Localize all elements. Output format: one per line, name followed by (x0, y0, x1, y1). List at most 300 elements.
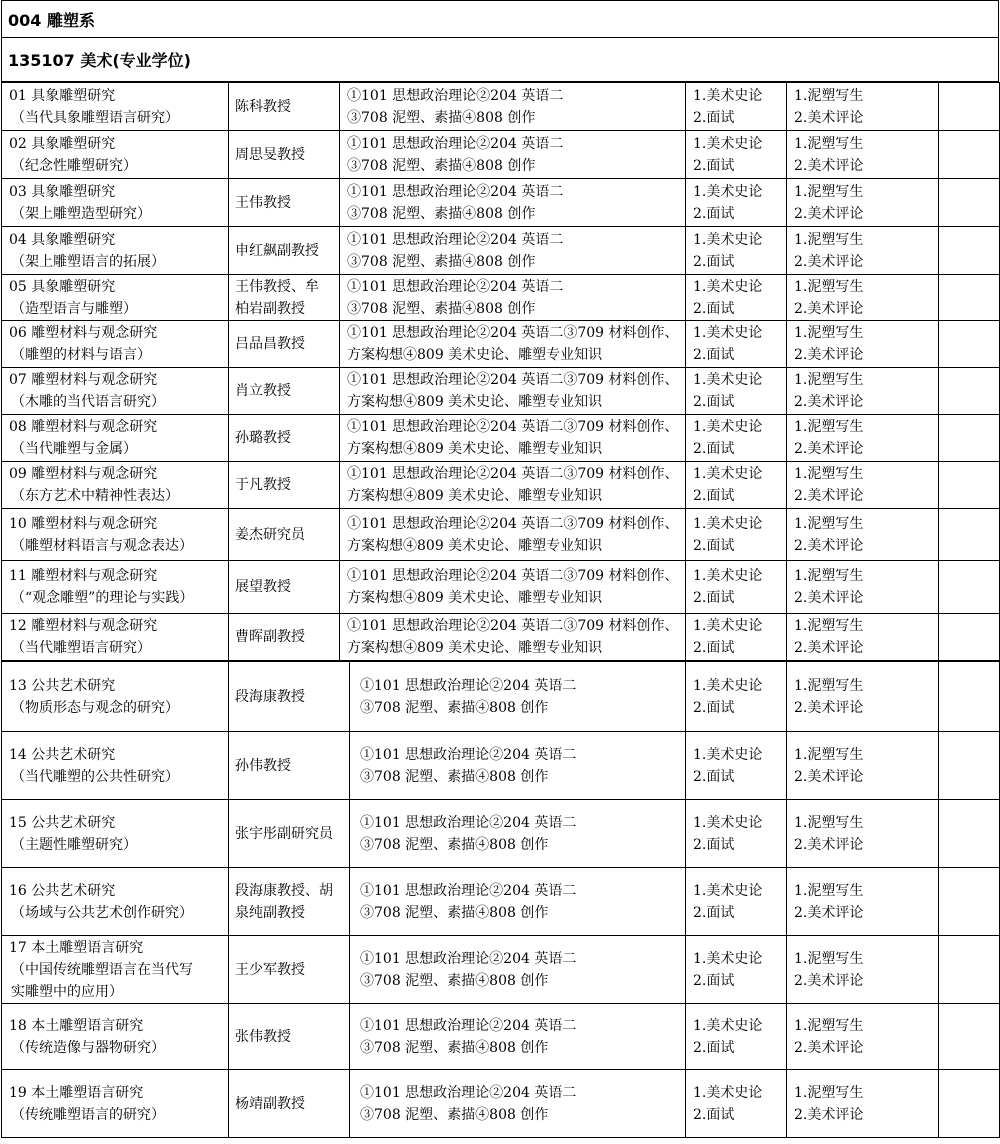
research-direction-line: （物质形态与观念的研究） (11, 699, 179, 716)
equivalent-subjects-line: 2.美术评论 (794, 640, 864, 656)
supervisor-cell (229, 800, 350, 868)
table-row (2, 868, 1000, 936)
retest-subjects-cell (686, 800, 787, 868)
equivalent-subjects-line: 1.泥塑写生 (794, 1017, 864, 1034)
research-direction-line: 17 本土雕塑语言研究 (9, 939, 144, 956)
retest-subjects-line: 1.美术史论 (693, 135, 763, 152)
retest-subjects-line: 2.面试 (693, 1039, 735, 1056)
exam-subjects-line: ①101 思想政治理论②204 英语二 (360, 746, 577, 763)
exam-subjects-cell (350, 1004, 686, 1070)
table-row (2, 179, 1000, 227)
research-direction-cell (2, 868, 229, 936)
retest-subjects-cell (686, 227, 787, 275)
equivalent-subjects-cell (787, 321, 939, 368)
research-direction-line: （传统雕塑语言的研究） (11, 1106, 165, 1123)
equivalent-subjects-line: 2.美术评论 (794, 768, 864, 785)
equivalent-subjects-line: 2.美术评论 (794, 205, 864, 222)
exam-subjects-line: ①101 思想政治理论②204 英语二 (360, 814, 577, 831)
research-direction-cell (2, 1070, 229, 1138)
retest-subjects-line: 2.面试 (693, 347, 735, 363)
exam-subjects-line: ①101 思想政治理论②204 英语二 (347, 278, 564, 295)
retest-subjects-cell (686, 83, 787, 131)
exam-subjects-line: ③708 泥塑、素描④808 创作 (360, 1106, 549, 1123)
retest-subjects-line: 1.美术史论 (693, 515, 763, 532)
supervisor-line: 王少军教授 (235, 961, 305, 978)
retest-subjects-line: 2.面试 (693, 904, 735, 921)
exam-subjects-line: 方案构想④809 美术史论、雕塑专业知识 (347, 537, 603, 554)
note-cell (939, 1070, 1000, 1138)
retest-subjects-line: 2.面试 (693, 300, 735, 317)
major-title: 135107 美术(专业学位) (8, 51, 191, 70)
department-header (1, 0, 999, 38)
retest-subjects-cell (686, 662, 787, 732)
retest-subjects-line: 2.面试 (693, 157, 735, 174)
exam-subjects-cell (350, 732, 686, 800)
research-direction-line: （雕塑材料语言与观念表达） (11, 537, 193, 554)
exam-subjects-line: ③708 泥塑、素描④808 创作 (347, 205, 536, 222)
retest-subjects-cell (686, 509, 787, 561)
supervisor-cell (229, 662, 350, 732)
exam-subjects-cell (340, 131, 686, 179)
research-direction-line: 01 具象雕塑研究 (9, 87, 116, 104)
equivalent-subjects-cell (787, 227, 939, 275)
retest-subjects-line: 2.面试 (693, 109, 735, 126)
note-cell (939, 179, 1000, 227)
exam-subjects-line: 方案构想④809 美术史论、雕塑专业知识 (347, 488, 603, 504)
retest-subjects-line: 2.面试 (693, 441, 735, 457)
note-cell (939, 561, 1000, 614)
note-cell (939, 227, 1000, 275)
note-cell (939, 732, 1000, 800)
research-direction-line: 10 雕塑材料与观念研究 (9, 515, 158, 532)
exam-subjects-cell (350, 800, 686, 868)
retest-subjects-line: 2.面试 (693, 537, 735, 554)
equivalent-subjects-line: 1.泥塑写生 (794, 746, 864, 763)
retest-subjects-cell (686, 131, 787, 179)
equivalent-subjects-cell (787, 415, 939, 462)
supervisor-cell (229, 415, 340, 462)
equivalent-subjects-cell (787, 83, 939, 131)
retest-subjects-cell (686, 179, 787, 227)
research-direction-cell (2, 131, 229, 179)
equivalent-subjects-cell (787, 179, 939, 227)
research-direction-line: （传统造像与器物研究） (11, 1039, 165, 1056)
equivalent-subjects-line: 2.美术评论 (794, 972, 864, 989)
exam-subjects-line: ①101 思想政治理论②204 英语二 (360, 1017, 577, 1034)
research-direction-line: 08 雕塑材料与观念研究 (9, 419, 158, 435)
retest-subjects-cell (686, 614, 787, 661)
exam-subjects-line: ③708 泥塑、素描④808 创作 (360, 904, 549, 921)
research-direction-cell (2, 1004, 229, 1070)
exam-subjects-line: ①101 思想政治理论②204 英语二③709 材料创作、 (347, 419, 679, 435)
note-cell (939, 415, 1000, 462)
research-direction-line: （雕塑的材料与语言） (11, 347, 151, 363)
exam-subjects-line: 方案构想④809 美术史论、雕塑专业知识 (347, 441, 603, 457)
research-direction-line: （主题性雕塑研究） (11, 836, 137, 853)
retest-subjects-line: 2.面试 (693, 1106, 735, 1123)
research-direction-line: 15 公共艺术研究 (9, 814, 116, 831)
exam-subjects-cell (340, 179, 686, 227)
exam-subjects-line: ③708 泥塑、素描④808 创作 (360, 972, 549, 989)
equivalent-subjects-line: 2.美术评论 (794, 1106, 864, 1123)
supervisor-cell (229, 179, 340, 227)
research-direction-cell (2, 368, 229, 415)
supervisor-line: 吕品昌教授 (235, 336, 305, 352)
exam-subjects-cell (340, 227, 686, 275)
table-row (2, 1004, 1000, 1070)
supervisor-line: 段海康教授、胡 (235, 882, 333, 899)
note-cell (939, 83, 1000, 131)
research-direction-line: （木雕的当代语言研究） (11, 394, 165, 410)
equivalent-subjects-line: 1.泥塑写生 (794, 515, 864, 532)
exam-subjects-cell (350, 662, 686, 732)
supervisor-line: 申红飙副教授 (235, 242, 319, 259)
research-direction-cell (2, 462, 229, 509)
equivalent-subjects-cell (787, 131, 939, 179)
table-row (2, 131, 1000, 179)
retest-subjects-cell (686, 275, 787, 321)
supervisor-cell (229, 1004, 350, 1070)
retest-subjects-line: 1.美术史论 (693, 814, 763, 831)
equivalent-subjects-cell (787, 732, 939, 800)
equivalent-subjects-line: 2.美术评论 (794, 537, 864, 554)
research-direction-cell (2, 732, 229, 800)
retest-subjects-cell (686, 462, 787, 509)
equivalent-subjects-line: 2.美术评论 (794, 488, 864, 504)
exam-subjects-line: ①101 思想政治理论②204 英语二③709 材料创作、 (347, 372, 679, 388)
table-row (2, 662, 1000, 732)
table-row (2, 614, 1000, 661)
supervisor-line: 陈科教授 (235, 98, 291, 115)
research-direction-cell (2, 227, 229, 275)
equivalent-subjects-line: 2.美术评论 (794, 394, 864, 410)
equivalent-subjects-line: 1.泥塑写生 (794, 372, 864, 388)
retest-subjects-line: 2.面试 (693, 768, 735, 785)
supervisor-line: 孙璐教授 (235, 430, 291, 446)
research-direction-cell (2, 936, 229, 1004)
note-cell (939, 509, 1000, 561)
retest-subjects-cell (686, 732, 787, 800)
exam-subjects-line: 方案构想④809 美术史论、雕塑专业知识 (347, 590, 603, 606)
exam-subjects-cell (340, 368, 686, 415)
research-direction-line: （“观念雕塑”的理论与实践） (11, 590, 194, 606)
equivalent-subjects-cell (787, 936, 939, 1004)
equivalent-subjects-line: 1.泥塑写生 (794, 814, 864, 831)
exam-subjects-line: 方案构想④809 美术史论、雕塑专业知识 (347, 394, 603, 410)
supervisor-line: 柏岩副教授 (235, 300, 305, 317)
exam-subjects-line: ①101 思想政治理论②204 英语二 (360, 882, 577, 899)
research-direction-line: 04 具象雕塑研究 (9, 231, 116, 248)
exam-subjects-line: ③708 泥塑、素描④808 创作 (360, 699, 549, 716)
equivalent-subjects-line: 2.美术评论 (794, 1039, 864, 1056)
equivalent-subjects-cell (787, 1070, 939, 1138)
research-direction-cell (2, 321, 229, 368)
supervisor-line: 于凡教授 (235, 477, 291, 493)
equivalent-subjects-line: 1.泥塑写生 (794, 231, 864, 248)
equivalent-subjects-cell (787, 800, 939, 868)
supervisor-cell (229, 462, 340, 509)
retest-subjects-cell (686, 1004, 787, 1070)
note-cell (939, 662, 1000, 732)
equivalent-subjects-line: 1.泥塑写生 (794, 419, 864, 435)
supervisor-line: 张伟教授 (235, 1028, 291, 1045)
exam-subjects-cell (340, 462, 686, 509)
research-direction-line: 19 本土雕塑语言研究 (9, 1084, 144, 1101)
equivalent-subjects-line: 1.泥塑写生 (794, 325, 864, 341)
supervisor-cell (229, 131, 340, 179)
equivalent-subjects-line: 2.美术评论 (794, 699, 864, 716)
research-direction-line: （当代雕塑的公共性研究） (11, 768, 179, 785)
equivalent-subjects-line: 2.美术评论 (794, 347, 864, 363)
retest-subjects-line: 2.面试 (693, 699, 735, 716)
supervisor-cell (229, 936, 350, 1004)
note-cell (939, 868, 1000, 936)
exam-subjects-line: ③708 泥塑、素描④808 创作 (347, 157, 536, 174)
equivalent-subjects-line: 1.泥塑写生 (794, 677, 864, 694)
exam-subjects-line: ①101 思想政治理论②204 英语二 (347, 87, 564, 104)
research-direction-cell (2, 800, 229, 868)
retest-subjects-line: 2.面试 (693, 488, 735, 504)
supervisor-cell (229, 321, 340, 368)
supervisor-cell (229, 368, 340, 415)
retest-subjects-line: 1.美术史论 (693, 746, 763, 763)
retest-subjects-line: 1.美术史论 (693, 231, 763, 248)
supervisor-line: 姜杰研究员 (235, 526, 305, 543)
retest-subjects-cell (686, 321, 787, 368)
equivalent-subjects-cell (787, 368, 939, 415)
research-direction-line: （当代雕塑与金属） (11, 441, 137, 457)
table-row (2, 321, 1000, 368)
equivalent-subjects-cell (787, 868, 939, 936)
major-header (1, 38, 999, 82)
table-row (2, 415, 1000, 462)
exam-subjects-line: ①101 思想政治理论②204 英语二③709 材料创作、 (347, 618, 679, 634)
exam-subjects-line: ③708 泥塑、素描④808 创作 (347, 109, 536, 126)
research-direction-line: 05 具象雕塑研究 (9, 278, 116, 295)
exam-subjects-line: ③708 泥塑、素描④808 创作 (360, 836, 549, 853)
exam-subjects-line: ①101 思想政治理论②204 英语二 (360, 950, 577, 967)
retest-subjects-line: 1.美术史论 (693, 1017, 763, 1034)
exam-subjects-cell (350, 936, 686, 1004)
note-cell (939, 368, 1000, 415)
supervisor-line: 曹晖副教授 (235, 629, 305, 645)
supervisor-cell (229, 227, 340, 275)
research-direction-line: 11 雕塑材料与观念研究 (9, 568, 158, 584)
retest-subjects-line: 1.美术史论 (693, 618, 763, 634)
supervisor-cell (229, 275, 340, 321)
retest-subjects-line: 1.美术史论 (693, 950, 763, 967)
research-direction-line: 实雕塑中的应用） (11, 983, 123, 1000)
retest-subjects-line: 1.美术史论 (693, 1084, 763, 1101)
retest-subjects-line: 1.美术史论 (693, 882, 763, 899)
retest-subjects-line: 1.美术史论 (693, 466, 763, 482)
retest-subjects-line: 2.面试 (693, 590, 735, 606)
research-direction-line: （架上雕塑造型研究） (11, 205, 151, 222)
retest-subjects-line: 2.面试 (693, 836, 735, 853)
table-row (2, 561, 1000, 614)
note-cell (939, 936, 1000, 1004)
equivalent-subjects-line: 2.美术评论 (794, 441, 864, 457)
table-row (2, 732, 1000, 800)
equivalent-subjects-line: 1.泥塑写生 (794, 466, 864, 482)
supervisor-line: 王伟教授 (235, 194, 291, 211)
supervisor-line: 展望教授 (235, 579, 291, 595)
table-row (2, 83, 1000, 131)
note-cell (939, 800, 1000, 868)
supervisor-cell (229, 83, 340, 131)
equivalent-subjects-cell (787, 614, 939, 661)
note-cell (939, 462, 1000, 509)
retest-subjects-line: 2.面试 (693, 253, 735, 270)
exam-subjects-cell (340, 275, 686, 321)
department-title: 004 雕塑系 (8, 10, 95, 30)
retest-subjects-line: 1.美术史论 (693, 278, 763, 295)
equivalent-subjects-line: 2.美术评论 (794, 157, 864, 174)
retest-subjects-line: 2.面试 (693, 394, 735, 410)
research-direction-cell (2, 415, 229, 462)
retest-subjects-cell (686, 936, 787, 1004)
exam-subjects-line: ③708 泥塑、素描④808 创作 (360, 768, 549, 785)
research-direction-line: 18 本土雕塑语言研究 (9, 1017, 144, 1034)
exam-subjects-line: 方案构想④809 美术史论、雕塑专业知识 (347, 640, 603, 656)
supervisor-line: 杨靖副教授 (235, 1095, 305, 1112)
exam-subjects-line: ①101 思想政治理论②204 英语二 (360, 1084, 577, 1101)
table-row (2, 368, 1000, 415)
exam-subjects-line: ①101 思想政治理论②204 英语二③709 材料创作、 (347, 325, 679, 341)
exam-subjects-line: ①101 思想政治理论②204 英语二 (347, 135, 564, 152)
research-direction-cell (2, 275, 229, 321)
equivalent-subjects-line: 2.美术评论 (794, 904, 864, 921)
research-direction-line: （当代具象雕塑语言研究） (11, 109, 179, 126)
research-direction-line: （场域与公共艺术创作研究） (11, 904, 193, 921)
retest-subjects-line: 1.美术史论 (693, 677, 763, 694)
equivalent-subjects-line: 1.泥塑写生 (794, 183, 864, 200)
equivalent-subjects-cell (787, 509, 939, 561)
supervisor-cell (229, 561, 340, 614)
retest-subjects-cell (686, 415, 787, 462)
table-row (2, 462, 1000, 509)
equivalent-subjects-cell (787, 662, 939, 732)
research-direction-line: （当代雕塑语言研究） (11, 640, 151, 656)
research-direction-line: 14 公共艺术研究 (9, 746, 116, 763)
table-row (2, 1070, 1000, 1138)
research-direction-line: （中国传统雕塑语言在当代写 (11, 961, 193, 978)
table-row (2, 509, 1000, 561)
research-direction-line: （架上雕塑语言的拓展） (11, 253, 165, 270)
supervisor-line: 泉纯副教授 (235, 904, 305, 921)
retest-subjects-cell (686, 561, 787, 614)
retest-subjects-line: 1.美术史论 (693, 372, 763, 388)
equivalent-subjects-line: 2.美术评论 (794, 109, 864, 126)
retest-subjects-line: 1.美术史论 (693, 183, 763, 200)
table-row (2, 275, 1000, 321)
research-direction-line: 12 雕塑材料与观念研究 (9, 618, 158, 634)
research-direction-cell (2, 561, 229, 614)
exam-subjects-cell (350, 868, 686, 936)
table-row (2, 936, 1000, 1004)
program-table-part1 (1, 82, 1000, 661)
supervisor-cell (229, 1070, 350, 1138)
exam-subjects-line: ①101 思想政治理论②204 英语二 (347, 231, 564, 248)
equivalent-subjects-line: 1.泥塑写生 (794, 568, 864, 584)
research-direction-line: 16 公共艺术研究 (9, 882, 116, 899)
note-cell (939, 614, 1000, 661)
research-direction-line: （纪念性雕塑研究） (11, 157, 137, 174)
research-direction-cell (2, 83, 229, 131)
retest-subjects-line: 1.美术史论 (693, 568, 763, 584)
exam-subjects-line: ③708 泥塑、素描④808 创作 (347, 253, 536, 270)
exam-subjects-cell (340, 614, 686, 661)
equivalent-subjects-line: 2.美术评论 (794, 253, 864, 270)
retest-subjects-line: 1.美术史论 (693, 325, 763, 341)
supervisor-cell (229, 868, 350, 936)
note-cell (939, 131, 1000, 179)
exam-subjects-cell (340, 561, 686, 614)
equivalent-subjects-cell (787, 275, 939, 321)
equivalent-subjects-line: 1.泥塑写生 (794, 135, 864, 152)
retest-subjects-cell (686, 868, 787, 936)
exam-subjects-line: ①101 思想政治理论②204 英语二③709 材料创作、 (347, 466, 679, 482)
exam-subjects-line: ③708 泥塑、素描④808 创作 (347, 300, 536, 317)
exam-subjects-line: ①101 思想政治理论②204 英语二 (347, 183, 564, 200)
equivalent-subjects-line: 1.泥塑写生 (794, 882, 864, 899)
equivalent-subjects-line: 1.泥塑写生 (794, 1084, 864, 1101)
exam-subjects-cell (340, 415, 686, 462)
equivalent-subjects-line: 1.泥塑写生 (794, 950, 864, 967)
research-direction-line: （造型语言与雕塑） (11, 300, 137, 317)
program-table-part2 (1, 661, 1000, 1138)
supervisor-cell (229, 509, 340, 561)
research-direction-line: 07 雕塑材料与观念研究 (9, 372, 158, 388)
catalog-sheet (1, 0, 999, 1138)
equivalent-subjects-cell (787, 1004, 939, 1070)
research-direction-line: 03 具象雕塑研究 (9, 183, 116, 200)
exam-subjects-line: ①101 思想政治理论②204 英语二③709 材料创作、 (347, 568, 679, 584)
exam-subjects-line: ①101 思想政治理论②204 英语二③709 材料创作、 (347, 515, 679, 532)
research-direction-cell (2, 179, 229, 227)
note-cell (939, 1004, 1000, 1070)
exam-subjects-cell (350, 1070, 686, 1138)
research-direction-line: 02 具象雕塑研究 (9, 135, 116, 152)
note-cell (939, 321, 1000, 368)
supervisor-line: 孙伟教授 (235, 757, 291, 774)
supervisor-line: 张宇彤副研究员 (235, 825, 333, 842)
equivalent-subjects-cell (787, 561, 939, 614)
exam-subjects-line: ①101 思想政治理论②204 英语二 (360, 677, 577, 694)
retest-subjects-cell (686, 1070, 787, 1138)
exam-subjects-line: 方案构想④809 美术史论、雕塑专业知识 (347, 347, 603, 363)
retest-subjects-line: 1.美术史论 (693, 419, 763, 435)
equivalent-subjects-line: 2.美术评论 (794, 300, 864, 317)
note-cell (939, 275, 1000, 321)
research-direction-line: 06 雕塑材料与观念研究 (9, 325, 158, 341)
equivalent-subjects-line: 1.泥塑写生 (794, 278, 864, 295)
retest-subjects-line: 2.面试 (693, 972, 735, 989)
supervisor-line: 肖立教授 (235, 383, 291, 399)
research-direction-line: 09 雕塑材料与观念研究 (9, 466, 158, 482)
table-row (2, 227, 1000, 275)
research-direction-cell (2, 509, 229, 561)
retest-subjects-line: 2.面试 (693, 205, 735, 222)
table-row (2, 800, 1000, 868)
research-direction-cell (2, 614, 229, 661)
supervisor-cell (229, 732, 350, 800)
exam-subjects-line: ③708 泥塑、素描④808 创作 (360, 1039, 549, 1056)
equivalent-subjects-line: 1.泥塑写生 (794, 87, 864, 104)
supervisor-line: 王伟教授、牟 (235, 278, 319, 295)
exam-subjects-cell (340, 509, 686, 561)
supervisor-line: 段海康教授 (235, 688, 305, 705)
